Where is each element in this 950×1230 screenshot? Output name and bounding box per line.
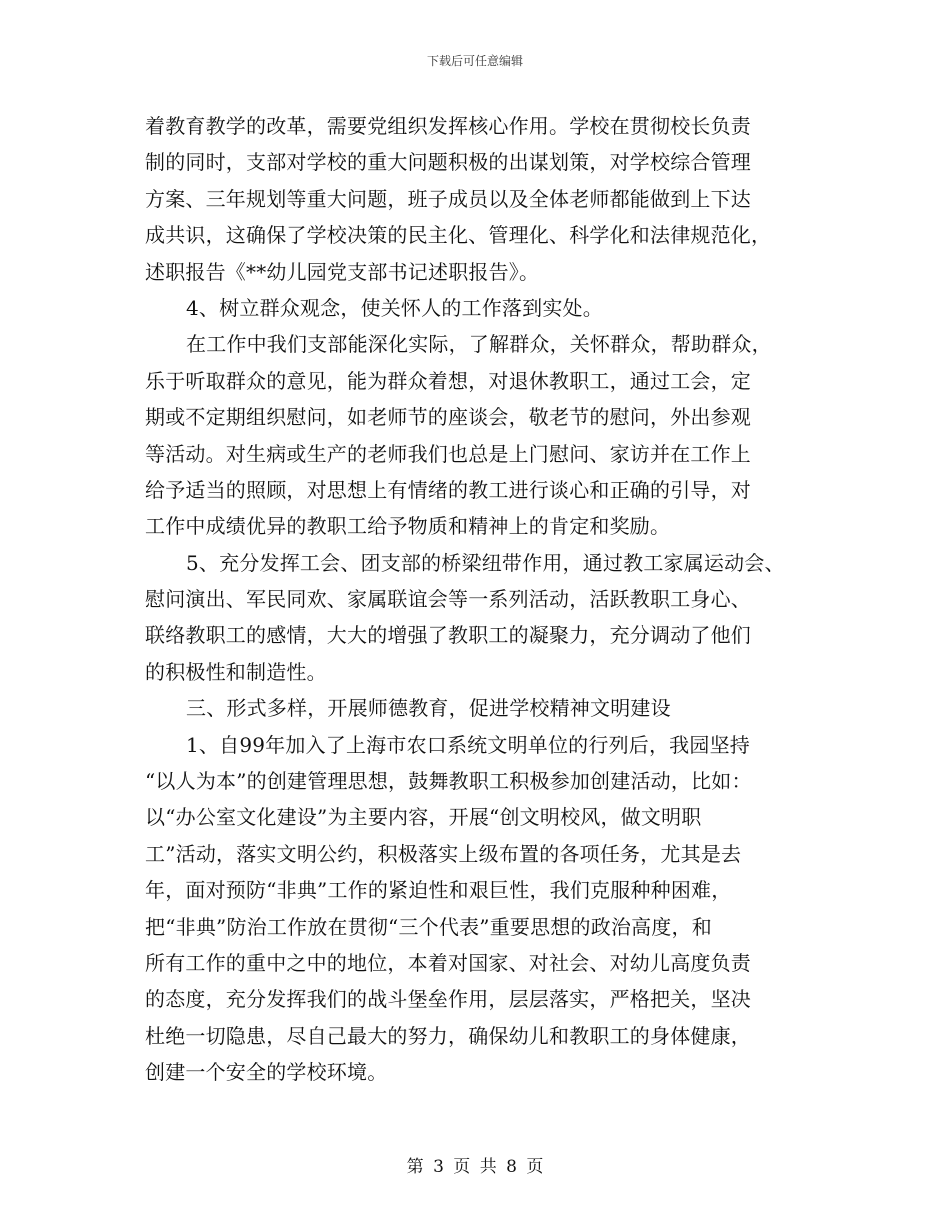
text-line: “以人为本”的创建管理思想，鼓舞教职工积极参加创建活动，比如： xyxy=(145,769,752,794)
text-line: 的态度，充分发挥我们的战斗堡垒作用，层层落实，严格把关，坚决 xyxy=(145,987,751,1012)
text-line: 年，面对预防“非典”工作的紧迫性和艰巨性，我们克服种种困难， xyxy=(145,878,732,903)
text-line: 杜绝一切隐患，尽自己最大的努力，确保幼儿和教职工的身体健康， xyxy=(145,1023,751,1048)
text-line: 1、自99年加入了上海市农口系统文明单位的行列后，我园坚持 xyxy=(186,732,750,757)
text-line: 工”活动，落实文明公约，积极落实上级布置的各项任务，尤其是去 xyxy=(145,841,742,866)
document-body xyxy=(145,108,825,1091)
text-line: 以“办公室文化建设”为主要内容，开展“创文明校风，做文明职 xyxy=(145,805,702,830)
text-line: 5、充分发挥工会、团支部的桥梁纽带作用，通过教工家属运动会、 xyxy=(186,550,785,575)
text-line: 联络教职工的感情，大大的增强了教职工的凝聚力，充分调动了他们 xyxy=(145,623,751,648)
page-header: 下载后可任意编辑 xyxy=(426,54,523,68)
text-line: 乐于听取群众的意见，能为群众着想，对退休教职工，通过工会，定 xyxy=(145,368,751,393)
text-line: 期或不定期组织慰问，如老师节的座谈会，敬老节的慰问，外出参观 xyxy=(145,405,751,430)
text-line: 在工作中我们支部能深化实际，了解群众，关怀群众，帮助群众， xyxy=(186,332,772,357)
text-line: 把“非典”防治工作放在贯彻“三个代表”重要思想的政治高度，和 xyxy=(145,914,712,939)
text-line: 创建一个安全的学校环境。 xyxy=(145,1060,388,1085)
text-line: 等活动。对生病或生产的老师我们也总是上门慰问、家访并在工作上 xyxy=(145,441,751,466)
text-line: 成共识，这确保了学校决策的民主化、管理化、科学化和法律规范化， xyxy=(145,223,772,248)
text-line: 三、形式多样，开展师德教育，促进学校精神文明建设 xyxy=(186,696,671,721)
text-line: 所有工作的重中之中的地位，本着对国家、对社会、对幼儿高度负责 xyxy=(145,950,751,975)
text-line: 方案、三年规划等重大问题，班子成员以及全体老师都能做到上下达 xyxy=(145,186,751,211)
text-line: 着教育教学的改革，需要党组织发挥核心作用。学校在贯彻校长负责 xyxy=(145,114,751,138)
text-line: 制的同时，支部对学校的重大问题积极的出谋划策，对学校综合管理 xyxy=(145,150,751,175)
page-footer: 第 3 页 共 8 页 xyxy=(406,1157,544,1177)
text-line: 的积极性和制造性。 xyxy=(145,659,327,684)
text-line: 给予适当的照顾，对思想上有情绪的教工进行谈心和正确的引导，对 xyxy=(145,477,751,502)
text-line: 慰问演出、军民同欢、家属联谊会等一系列活动，活跃教职工身心、 xyxy=(145,587,751,612)
text-line: 工作中成绩优异的教职工给予物质和精神上的肯定和奖励。 xyxy=(145,514,671,539)
text-line: 4、树立群众观念，使关怀人的工作落到实处。 xyxy=(186,295,603,320)
text-line: 述职报告《**幼儿园党支部书记述职报告》。 xyxy=(145,259,540,284)
